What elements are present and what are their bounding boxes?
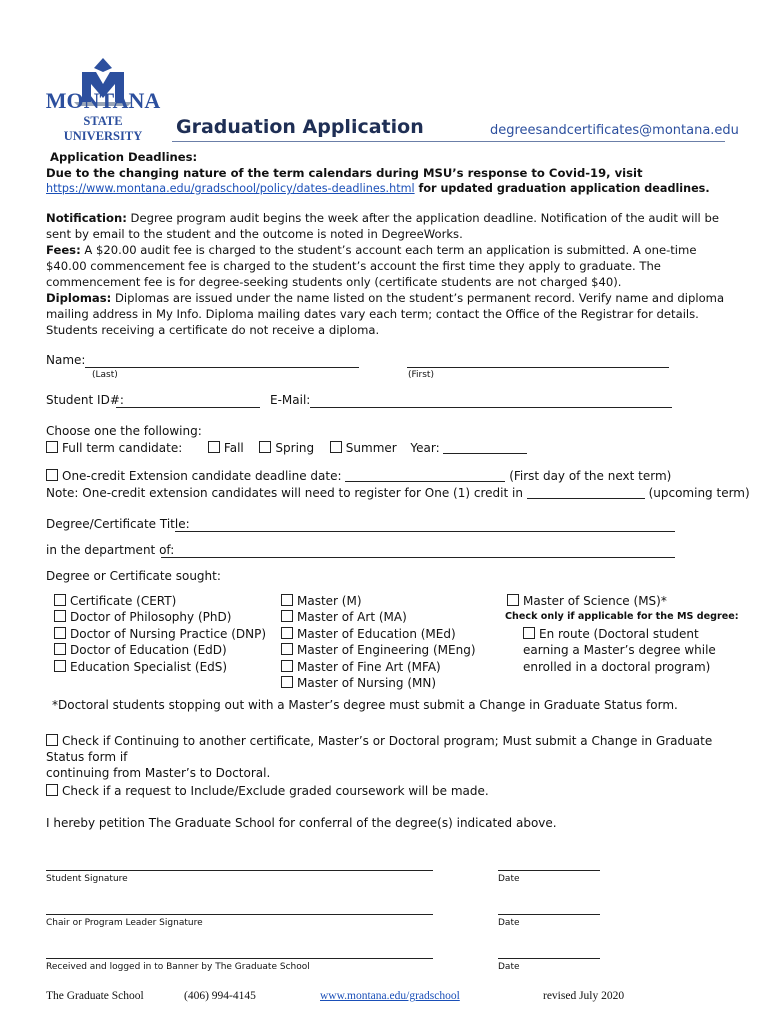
received-date-line[interactable]	[498, 958, 600, 959]
degree-title-field[interactable]	[175, 519, 675, 532]
deadlines-link[interactable]: https://www.montana.edu/gradschool/policy/dates-deadlines.html	[46, 182, 415, 195]
full-term-row	[46, 441, 527, 455]
fall-label: Fall	[223, 441, 244, 455]
degree-option[interactable]	[54, 659, 266, 675]
degree-checkbox[interactable]	[281, 610, 293, 622]
fall-checkbox[interactable]	[208, 441, 220, 453]
degree-column-1	[54, 593, 266, 675]
name-label: Name:	[46, 353, 86, 367]
ms-label: Master of Science (MS)*	[523, 594, 667, 608]
chair-date-label: Date	[498, 918, 520, 928]
upcoming-term-label: (upcoming term)	[648, 486, 750, 500]
degree-checkbox[interactable]	[54, 660, 66, 672]
degree-option[interactable]	[281, 642, 476, 658]
footer-phone: (406) 994-4145	[184, 990, 256, 1002]
info-block	[46, 210, 726, 338]
degree-option-label: Master of Art (MA)	[297, 610, 407, 625]
ms-note: Check only if applicable for the MS degree:	[505, 611, 739, 623]
chair-date-line[interactable]	[498, 914, 600, 915]
full-term-label: Full term candidate:	[62, 441, 183, 455]
received-date-label: Date	[498, 962, 520, 972]
student-id-field[interactable]	[116, 395, 260, 408]
degree-option[interactable]	[281, 675, 476, 691]
include-exclude-checkbox[interactable]	[46, 784, 58, 796]
student-signature-line[interactable]	[46, 870, 433, 871]
petition-text: I hereby petition The Graduate School for conferral of the degree(s) indicated above.	[46, 816, 557, 830]
degree-title-label: Degree/Certificate Title:	[46, 517, 190, 531]
chair-signature-label: Chair or Program Leader Signature	[46, 918, 203, 928]
degree-option-label: Master of Fine Art (MFA)	[297, 659, 441, 674]
email-field[interactable]	[310, 395, 672, 408]
degree-checkbox[interactable]	[54, 610, 66, 622]
en-route-label-2: earning a Master’s degree while	[523, 643, 716, 658]
header-rule	[172, 141, 725, 142]
continuing-label: Check if Continuing to another certificate, Master’s or Doctoral program; Must submit a Change in Graduate Status form if	[46, 734, 713, 764]
first-caption: (First)	[408, 370, 434, 380]
degree-option[interactable]	[54, 593, 266, 609]
logo-montana: MONTANA	[45, 88, 161, 113]
degree-option-label: Education Specialist (EdS)	[70, 659, 228, 674]
degree-checkbox[interactable]	[281, 660, 293, 672]
summer-checkbox[interactable]	[330, 441, 342, 453]
degree-checkbox[interactable]	[54, 643, 66, 655]
degree-option[interactable]	[281, 609, 476, 625]
notification-paragraph	[46, 210, 726, 242]
degree-checkbox[interactable]	[281, 594, 293, 606]
summer-label: Summer	[345, 441, 397, 455]
footer-office: The Graduate School	[46, 990, 144, 1002]
degree-column-2	[281, 593, 476, 691]
full-term-checkbox[interactable]	[46, 441, 58, 453]
degree-option[interactable]	[281, 593, 476, 609]
degree-option-label: Master of Education (MEd)	[297, 626, 456, 641]
choose-label: Choose one the following:	[46, 424, 202, 438]
chair-signature-line[interactable]	[46, 914, 433, 915]
extension-date-field[interactable]	[345, 469, 505, 482]
degree-option[interactable]	[54, 642, 266, 658]
fees-paragraph	[46, 242, 726, 290]
received-signature-label: Received and logged in to Banner by The Graduate School	[46, 962, 310, 972]
degree-option[interactable]	[281, 626, 476, 642]
include-exclude-label: Check if a request to Include/Exclude graded coursework will be made.	[62, 784, 489, 798]
diplomas-paragraph	[46, 290, 726, 338]
degree-checkbox[interactable]	[281, 676, 293, 688]
en-route-option[interactable]	[523, 626, 739, 642]
received-signature-line[interactable]	[46, 958, 433, 959]
last-name-field[interactable]	[85, 355, 359, 368]
en-route-label-1: En route (Doctoral student	[539, 626, 699, 641]
email-label: E-Mail:	[270, 393, 311, 407]
student-id-label: Student ID#:	[46, 393, 124, 407]
fees-text: A $20.00 audit fee is charged to the student’s account each term an application is submitted. A one-time $40.00 commencement fee is charged to the student’s account the first time they apply to graduate. The commencement fee is for degree-seeking students only (certificate students are not charged $40).	[46, 243, 697, 289]
ms-checkbox[interactable]	[507, 594, 519, 606]
department-label: in the department of:	[46, 543, 175, 557]
degree-option-label: Certificate (CERT)	[70, 594, 177, 608]
msu-logo	[44, 58, 162, 142]
degree-option-label: Doctor of Nursing Practice (DNP)	[70, 626, 267, 641]
continuing-line-1	[46, 733, 736, 765]
en-route-label-3: enrolled in a doctoral program)	[523, 659, 711, 674]
student-date-line[interactable]	[498, 870, 600, 871]
extension-note-row	[46, 486, 750, 500]
diplomas-label: Diplomas:	[46, 291, 112, 305]
doctoral-note: *Doctoral students stopping out with a Master’s degree must submit a Change in Graduate Status form.	[52, 698, 678, 712]
continuing-line-2: continuing from Master’s to Doctoral.	[46, 766, 271, 780]
degree-option[interactable]	[54, 609, 266, 625]
extension-row	[46, 469, 671, 483]
year-field[interactable]	[443, 441, 527, 454]
degree-option-label: Master of Nursing (MN)	[297, 676, 437, 691]
deadlines-link-suffix: for updated graduation application deadlines.	[414, 182, 710, 195]
degree-option[interactable]	[281, 659, 476, 675]
degree-checkbox[interactable]	[54, 627, 66, 639]
footer-url[interactable]: www.montana.edu/gradschool	[320, 990, 460, 1002]
continuing-row	[46, 733, 736, 781]
deadlines-covid-text: Due to the changing nature of the term calendars during MSU’s response to Covid-19, visit	[46, 166, 643, 180]
contact-email[interactable]: degreesandcertificates@montana.edu	[490, 123, 739, 138]
deadlines-link-line	[46, 182, 710, 195]
student-date-label: Date	[498, 874, 520, 884]
degree-option-label: Doctor of Education (EdD)	[70, 643, 227, 658]
year-label: Year:	[410, 441, 440, 455]
footer-revised: revised July 2020	[543, 990, 625, 1002]
last-caption: (Last)	[92, 370, 118, 380]
notification-label: Notification:	[46, 211, 127, 225]
spring-label: Spring	[275, 441, 315, 455]
extension-checkbox[interactable]	[46, 469, 58, 481]
degree-sought-label: Degree or Certificate sought:	[46, 569, 221, 583]
degree-option-label: Master (M)	[297, 594, 362, 608]
student-signature-label: Student Signature	[46, 874, 128, 884]
degree-checkbox[interactable]	[281, 627, 293, 639]
en-route-checkbox[interactable]	[523, 627, 535, 639]
ms-option[interactable]	[507, 593, 739, 609]
continuing-checkbox[interactable]	[46, 734, 58, 746]
department-field[interactable]	[161, 545, 675, 558]
extension-term-field[interactable]	[527, 486, 645, 499]
include-exclude-row	[46, 784, 489, 798]
degree-column-3	[507, 593, 739, 675]
notification-text: Degree program audit begins the week after the application deadline. Notification of the audit will be sent by email to the student and the outcome is noted in DegreeWorks.	[46, 211, 719, 241]
diplomas-text: Diplomas are issued under the name listed on the student’s permanent record. Verify name and diploma mailing address in My Info. Diploma mailing dates vary each term; contact the Office of the Registrar for details. Students receiving a certificate do not receive a diploma.	[46, 291, 725, 337]
spring-checkbox[interactable]	[259, 441, 271, 453]
deadlines-heading: Application Deadlines:	[50, 150, 198, 164]
degree-checkbox[interactable]	[54, 594, 66, 606]
extension-date-note: (First day of the next term)	[509, 469, 672, 483]
extension-label: One-credit Extension candidate deadline date:	[62, 469, 342, 483]
degree-option[interactable]	[54, 626, 266, 642]
fees-label: Fees:	[46, 243, 81, 257]
degree-checkbox[interactable]	[281, 643, 293, 655]
page-title: Graduation Application	[176, 116, 424, 138]
first-name-field[interactable]	[407, 355, 669, 368]
degree-option-label: Doctor of Philosophy (PhD)	[70, 610, 232, 625]
logo-state-university: STATE UNIVERSITY	[63, 114, 143, 143]
extension-note: Note: One-credit extension candidates will need to register for One (1) credit in	[46, 486, 523, 500]
degree-option-label: Master of Engineering (MEng)	[297, 643, 476, 658]
